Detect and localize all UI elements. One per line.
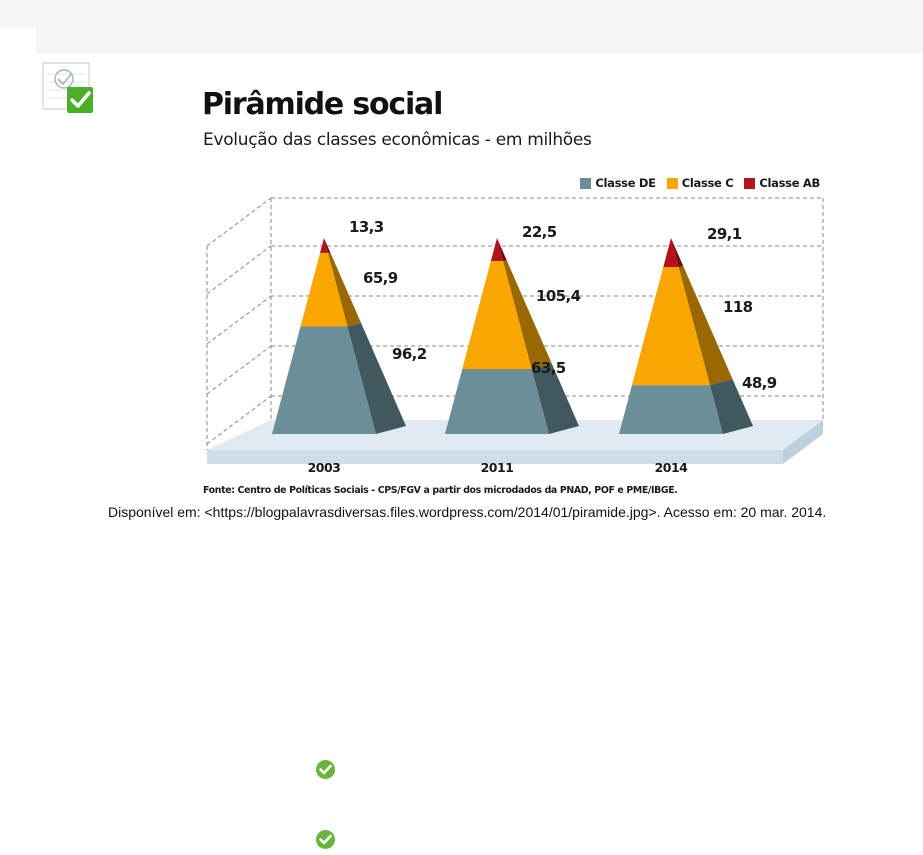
- data-label: 48,9: [742, 374, 777, 392]
- image-citation: Disponível em: <https://blogpalavrasdiversas.files.wordpress.com/2014/01/piramide.jpg>. Acesso em: 20 mar. 2014.: [108, 504, 827, 520]
- gridline-diagonal: [207, 296, 271, 344]
- top-bar-notch: [0, 28, 36, 54]
- x-tick-label: 2003: [307, 460, 341, 475]
- pyramid-segment: [445, 369, 549, 434]
- data-label: 118: [723, 298, 753, 316]
- data-label: 63,5: [531, 359, 566, 377]
- green-check-icon: [315, 759, 336, 780]
- legend-swatch-classe-de: [580, 178, 591, 189]
- gridline-diagonal: [207, 346, 271, 394]
- chart-source: Fonte: Centro de Políticas Sociais - CPS/FGV a partir dos microdados da PNAD, POF e PME/IBGE.: [203, 485, 678, 496]
- chart-title: Pirâmide social: [202, 87, 443, 122]
- legend-label-classe-c: Classe C: [681, 176, 734, 190]
- chart-plot: [195, 188, 835, 480]
- gridline-diagonal: [207, 246, 271, 294]
- top-bar: [0, 0, 923, 54]
- checked-document-icon: [42, 62, 94, 116]
- green-check-icon: [315, 829, 336, 850]
- data-label: 29,1: [707, 225, 742, 243]
- pyramid-chart: [195, 88, 835, 500]
- pyramid-segment: [619, 385, 723, 434]
- x-tick-label: 2011: [480, 460, 514, 475]
- data-label: 22,5: [522, 223, 557, 241]
- chart-subtitle: Evolução das classes econômicas - em milhões: [203, 130, 592, 150]
- data-label: 105,4: [536, 287, 581, 305]
- legend-swatch-classe-c: [667, 178, 678, 189]
- gridline-diagonal: [207, 198, 271, 246]
- x-tick-label: 2014: [654, 460, 688, 475]
- data-label: 96,2: [392, 345, 427, 363]
- legend-swatch-classe-ab: [744, 178, 755, 189]
- legend-label-classe-de: Classe DE: [595, 176, 656, 190]
- legend-label-classe-ab: Classe AB: [759, 176, 820, 190]
- data-label: 13,3: [349, 218, 384, 236]
- data-label: 65,9: [363, 269, 398, 287]
